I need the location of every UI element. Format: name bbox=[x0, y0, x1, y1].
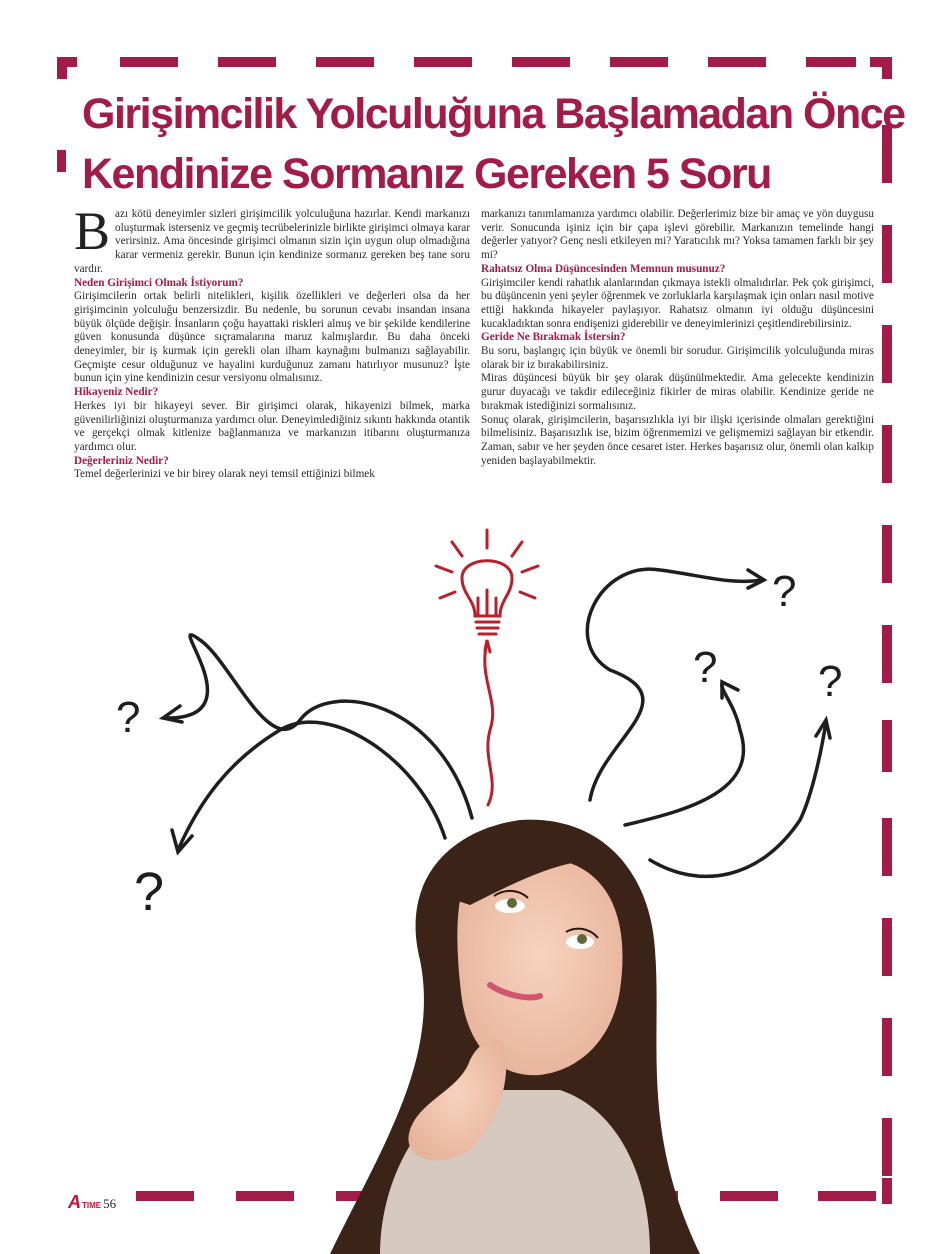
section-heading: Değerleriniz Nedir? bbox=[74, 454, 169, 467]
text-column-left bbox=[74, 201, 470, 482]
frame-dash bbox=[882, 325, 892, 383]
section-paragraph: markanızı tanımlamanıza yardımcı olabilir. Değerlerimiz bize bir amaç ve yön duygusu verir. Sonucunda işiniz için bir çapa işlevi görebilir. Markanızın temelinde hangi değerler yatıyor? Genç nesli etkileyen mi? Yaratıcılık mı? Yoksa tamamen farklı bir şey mi? bbox=[481, 208, 874, 262]
page-number: 56 bbox=[103, 1196, 117, 1211]
frame-dash bbox=[316, 57, 374, 67]
question-mark: ? bbox=[116, 693, 141, 742]
section-heading: Neden Girişimci Olmak İstiyorum? bbox=[74, 276, 244, 289]
section-paragraph: Bu soru, başlangıç için büyük ve önemli bir sorudur. Girişimcilik yolculuğunda miras olarak bir iz bırakabilirsiniz. bbox=[481, 345, 874, 371]
lightbulb-icon bbox=[436, 530, 538, 805]
section-paragraph: Herkes iyi bir hikayeyi sever. Bir girişimci olarak, hikayenizi bilmek, marka güvenilirliğinizi oluşturmanıza yardımcı olur. Deneyimlediğiniz sıkıntı hakkında otantik ve gerçekçi olmak kitlenize bağlanmanıza ve markanızın itibarını oluşturmanıza yardımcı olur. bbox=[74, 399, 470, 453]
text-column-right bbox=[481, 208, 874, 468]
section-heading: Hikayeniz Nedir? bbox=[74, 386, 159, 399]
intro-text: azı kötü deneyimler sizleri girişimcilik yolculuğuna hazırlar. Kendi markanızı oluşturmak isterseniz ve geçmiş tecrübelerinizle birlikte girişimci olmaya karar verirsiniz. Ama öncesinde girişimci olmanın sizin için uygun olup olmadığına karar vermeniz gerekir. Bunun için kendinize sormanız gereken beş tane soru vardır. bbox=[74, 208, 470, 275]
section-paragraph: Girişimciler kendi rahatlık alanlarından çıkmaya istekli olmalıdırlar. Pek çok girişimci, bu düşüncenin yeni şeyler öğrenmek ve zorluklarla karşılaşmak için onları nasıl motive ettiği hakkında hikayeler paylaşıyor. Rahatsız olmanın iyi olduğu düşüncesini kucakladıktan sonra endişenizi giderebilir ve deneyimlerinizi çeşitlendirebilirsiniz. bbox=[481, 276, 874, 330]
section-paragraph: Sonuç olarak, girişimcilerin, başarısızlıkla iyi bir ilişki içerisinde olmaları gerektiğini bilmelisiniz. Başarısızlık ise, bizim öğrenmemizi ve gelişmemizi sağlayan bir etkendir. Zaman, sabır ve her şeyden önce cesaret ister. Herkes başarısız olur, önemli olan kalkıp yeniden başlayabilmektir. bbox=[481, 413, 874, 467]
illustration bbox=[0, 520, 950, 1254]
question-mark: ? bbox=[772, 567, 797, 616]
intro-paragraph bbox=[74, 201, 470, 277]
section-heading: Rahatsız Olma Düşüncesinden Memnun musunuz? bbox=[481, 262, 726, 275]
arrow-right-top-head bbox=[748, 570, 764, 588]
frame-dash bbox=[120, 57, 178, 67]
frame-dash bbox=[512, 57, 570, 67]
section-heading: Geride Ne Bırakmak İstersin? bbox=[481, 331, 626, 344]
frame-dash bbox=[882, 57, 892, 79]
magazine-logo-text: TIME bbox=[82, 1200, 102, 1210]
question-mark: ? bbox=[693, 643, 718, 692]
frame-dash bbox=[218, 57, 276, 67]
frame-dash bbox=[708, 57, 766, 67]
arrow-right-top bbox=[587, 569, 762, 800]
page-footer bbox=[68, 1192, 116, 1212]
frame-dash bbox=[806, 57, 856, 67]
frame-dash bbox=[610, 57, 668, 67]
question-mark: ? bbox=[134, 862, 165, 922]
arrow-left-top-head bbox=[163, 706, 182, 722]
arrow-right-bottom bbox=[650, 722, 826, 876]
frame-dash bbox=[882, 425, 892, 483]
title-line-1: Girişimcilik Yolculuğuna Başlamadan Önce bbox=[82, 90, 905, 138]
section-paragraph: Miras düşüncesi büyük bir şey olarak düşünülmektedir. Ama gelecekte kendinizin gurur duyacağı ve takdir edileceğiniz fikirler de miras olabilir. Kendinize geride ne bırakmak istediğinizi sormalısınız. bbox=[481, 372, 874, 412]
title-line-2: Kendinize Sormanız Gereken 5 Soru bbox=[82, 150, 771, 198]
section-paragraph: Girişimcilerin ortak belirli nitelikleri, kişilik özellikleri ve değerleri olsa da her girişimcinin yolculuğu benzersizdir. Bu nedenle, bu sorunun cevabı insandan insana büyük ölçüde değişir. İnsanların çoğu hayattaki riskleri almış ve bir şekilde kendilerine güven konusunda düşünce sıçramalarına maruz kalmışlardır. Bu daha önceki deneyimler, bir iş kurmak için gerekli olan ilham kaynağını bulmanızı sağlayabilir. Geçmişte cesur olduğunuz ve hayalini kurduğunuz zamanı hatırlıyor musunuz? İşte bunun için yine kendinizin cesur versiyonu olmalısınız. bbox=[74, 290, 470, 385]
frame-dash bbox=[57, 150, 66, 172]
drop-cap: B bbox=[74, 201, 111, 261]
arrow-left-bottom bbox=[178, 722, 445, 850]
frame-dash bbox=[414, 57, 472, 67]
frame-dash bbox=[57, 57, 67, 79]
woman-photo bbox=[330, 820, 700, 1254]
section-paragraph: Temel değerlerinizi ve bir birey olarak neyi temsil ettiğinizi bilmek bbox=[74, 468, 375, 481]
article-title bbox=[82, 84, 905, 204]
question-mark: ? bbox=[818, 657, 843, 706]
magazine-logo: A bbox=[68, 1192, 81, 1212]
frame-dash bbox=[882, 225, 892, 283]
